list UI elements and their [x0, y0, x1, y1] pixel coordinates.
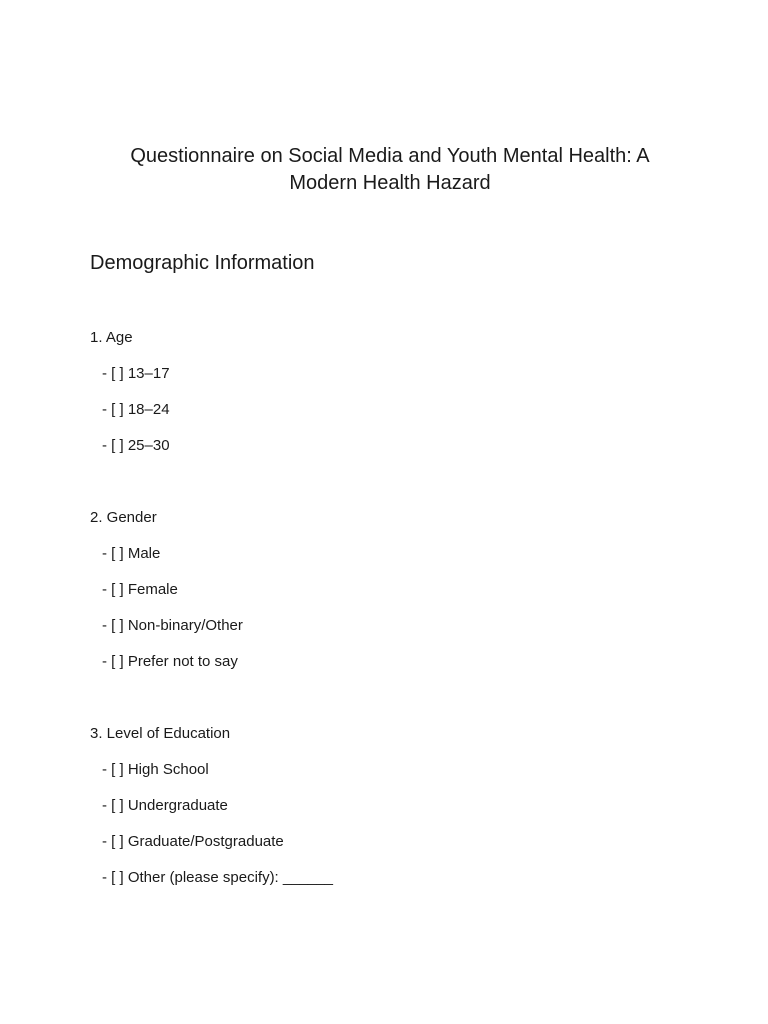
question-gender: 2. Gender: [90, 509, 157, 526]
document-title-line-2: Modern Health Hazard: [289, 172, 491, 194]
question-age: 1. Age: [90, 329, 133, 346]
section-heading-demographic: Demographic Information: [90, 252, 315, 274]
option-gender-non-binary[interactable]: - [ ] Non-binary/Other: [102, 617, 243, 634]
option-education-high-school[interactable]: - [ ] High School: [102, 761, 209, 778]
option-age-25-30[interactable]: - [ ] 25–30: [102, 437, 170, 454]
document-title-line-1: Questionnaire on Social Media and Youth Mental Health: A: [130, 145, 650, 167]
option-education-other[interactable]: - [ ] Other (please specify): ______: [102, 869, 333, 886]
option-gender-female[interactable]: - [ ] Female: [102, 581, 178, 598]
option-gender-male[interactable]: - [ ] Male: [102, 545, 161, 562]
option-age-18-24[interactable]: - [ ] 18–24: [102, 401, 170, 418]
option-age-13-17[interactable]: - [ ] 13–17: [102, 365, 170, 382]
document-title: [90, 143, 690, 197]
option-education-graduate[interactable]: - [ ] Graduate/Postgraduate: [102, 833, 284, 850]
option-gender-prefer-not-to-say[interactable]: - [ ] Prefer not to say: [102, 653, 238, 670]
question-education: 3. Level of Education: [90, 725, 231, 742]
option-education-undergraduate[interactable]: - [ ] Undergraduate: [102, 797, 228, 814]
